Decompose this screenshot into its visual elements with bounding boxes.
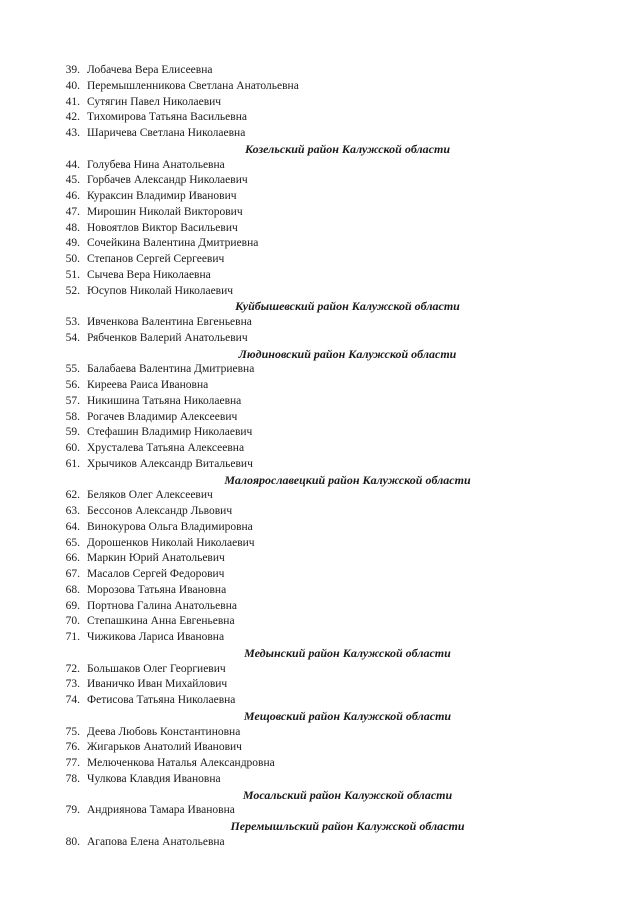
item-number: 39. xyxy=(65,64,80,76)
person-name: Тихомирова Татьяна Васильевна xyxy=(87,111,247,124)
list-item xyxy=(0,677,640,693)
list-item xyxy=(0,803,640,819)
person-name: Хрусталева Татьяна Алексеевна xyxy=(87,442,245,454)
list-item xyxy=(0,551,640,567)
list-item xyxy=(0,236,640,252)
item-number: 52. xyxy=(65,284,80,297)
item-number: 65. xyxy=(65,536,80,549)
person-name: Маркин Юрий Анатольевич xyxy=(87,552,225,565)
list-item xyxy=(0,394,640,410)
item-number: 68. xyxy=(65,583,80,596)
list-item xyxy=(0,110,640,126)
district-heading: Козельский район Калужской области xyxy=(244,141,451,156)
district-heading: Медынский район Калужской области xyxy=(244,645,451,660)
list-item xyxy=(0,268,640,284)
item-number: 77. xyxy=(65,757,80,769)
list-item xyxy=(0,425,640,441)
district-heading: Людиновский район Калужской области xyxy=(238,346,457,361)
person-name: Жигарьков Анатолий Иванович xyxy=(87,741,242,754)
person-name: Дорошенков Николай Николаевич xyxy=(87,536,255,549)
list-item xyxy=(0,221,640,237)
person-name: Андриянова Тамара Ивановна xyxy=(87,804,235,817)
person-name: Беляков Олег Алексеевич xyxy=(87,489,213,502)
list-item xyxy=(0,630,640,646)
person-name: Чижикова Лариса Ивановна xyxy=(87,631,225,643)
list-item xyxy=(0,95,640,111)
item-number: 44. xyxy=(65,158,80,171)
item-number: 48. xyxy=(65,221,80,234)
person-name: Стефашин Владимир Николаевич xyxy=(87,426,253,439)
item-number: 71. xyxy=(65,631,80,643)
item-number: 74. xyxy=(65,694,80,706)
item-number: 75. xyxy=(65,725,80,738)
item-number: 42. xyxy=(65,111,80,124)
district-heading: Перемышльский район Калужской области xyxy=(230,819,465,833)
item-number: 67. xyxy=(65,568,80,580)
person-name: Голубева Нина Анатольевна xyxy=(87,158,225,171)
person-name: Лобачева Вера Елисеевна xyxy=(87,64,213,76)
item-number: 72. xyxy=(65,662,80,675)
person-name: Сутягин Павел Николаевич xyxy=(87,95,222,108)
list-item xyxy=(0,315,640,331)
person-name: Горбачев Александр Николаевич xyxy=(87,174,248,187)
district-heading: Мещовский район Калужской области xyxy=(243,708,452,723)
list-item xyxy=(0,488,640,504)
person-name: Деева Любовь Константиновна xyxy=(87,725,241,738)
item-number: 59. xyxy=(65,426,80,439)
list-item xyxy=(0,205,640,221)
item-number: 51. xyxy=(65,268,80,281)
list-item xyxy=(0,173,640,189)
item-number: 40. xyxy=(65,79,80,92)
list-item xyxy=(0,520,640,536)
person-name: Киреева Раиса Ивановна xyxy=(87,379,209,391)
item-number: 58. xyxy=(65,410,80,423)
list-item xyxy=(0,725,640,741)
person-name: Бессонов Александр Львович xyxy=(87,505,233,517)
person-name: Иваничко Иван Михайлович xyxy=(87,678,228,691)
person-name: Перемышленникова Светлана Анатольевна xyxy=(87,79,299,92)
item-number: 47. xyxy=(65,205,80,218)
item-number: 43. xyxy=(65,127,80,139)
item-number: 41. xyxy=(65,95,80,108)
list-item xyxy=(0,599,640,615)
list-item xyxy=(0,252,640,268)
item-number: 55. xyxy=(65,363,80,376)
list-item xyxy=(0,378,640,394)
item-number: 64. xyxy=(65,520,80,533)
item-number: 49. xyxy=(65,237,80,250)
list-item xyxy=(0,772,640,788)
list-item xyxy=(0,740,640,756)
person-name: Шаричева Светлана Николаевна xyxy=(87,127,246,139)
list-item xyxy=(0,189,640,205)
person-name: Мирошин Николай Викторович xyxy=(87,205,243,218)
person-name: Юсупов Николай Николаевич xyxy=(87,284,234,297)
item-number: 62. xyxy=(65,489,80,502)
member-list xyxy=(0,63,640,851)
person-name: Хрычиков Александр Витальевич xyxy=(87,457,253,470)
item-number: 57. xyxy=(65,394,80,407)
person-name: Рябченков Валерий Анатольевич xyxy=(87,331,248,344)
list-item xyxy=(0,504,640,520)
person-name: Никишина Татьяна Николаевна xyxy=(87,394,242,407)
district-heading: Мосальский район Калужской области xyxy=(242,787,453,802)
person-name: Сычева Вера Николаевна xyxy=(87,268,211,281)
item-number: 69. xyxy=(65,599,80,612)
list-item xyxy=(0,567,640,583)
list-item xyxy=(0,835,640,851)
person-name: Степашкина Анна Евгеньевна xyxy=(87,615,235,628)
person-name: Морозова Татьяна Ивановна xyxy=(87,583,227,596)
item-number: 50. xyxy=(65,253,80,265)
item-number: 46. xyxy=(65,190,80,202)
list-item xyxy=(0,284,640,300)
person-name: Новоятлов Виктор Васильевич xyxy=(87,221,238,234)
list-item xyxy=(0,662,640,678)
person-name: Портнова Галина Анатольевна xyxy=(87,599,237,612)
person-name: Степанов Сергей Сергеевич xyxy=(87,253,225,265)
item-number: 66. xyxy=(65,552,80,565)
item-number: 78. xyxy=(65,772,80,785)
item-number: 79. xyxy=(65,804,80,817)
item-number: 80. xyxy=(65,835,80,848)
list-item xyxy=(0,63,640,79)
person-name: Кураксин Владимир Иванович xyxy=(87,190,237,202)
item-number: 63. xyxy=(65,505,80,517)
item-number: 60. xyxy=(65,442,80,454)
item-number: 73. xyxy=(65,678,80,691)
list-item xyxy=(0,362,640,378)
item-number: 54. xyxy=(65,331,80,344)
list-item xyxy=(0,457,640,473)
item-number: 70. xyxy=(65,615,80,628)
person-name: Винокурова Ольга Владимировна xyxy=(87,520,253,533)
district-heading: Малоярославецкий район Калужской области xyxy=(224,472,471,487)
person-name: Чулкова Клавдия Ивановна xyxy=(87,772,221,785)
list-item xyxy=(0,583,640,599)
list-item xyxy=(0,756,640,772)
item-number: 45. xyxy=(65,174,80,187)
list-item xyxy=(0,331,640,347)
person-name: Масалов Сергей Федорович xyxy=(87,568,225,580)
list-item xyxy=(0,158,640,174)
person-name: Фетисова Татьяна Николаевна xyxy=(87,694,236,706)
list-item xyxy=(0,410,640,426)
item-number: 53. xyxy=(65,316,80,328)
person-name: Большаков Олег Георгиевич xyxy=(87,662,226,675)
list-item xyxy=(0,126,640,142)
person-name: Мелюченкова Наталья Александровна xyxy=(87,757,275,769)
list-item xyxy=(0,614,640,630)
person-name: Агапова Елена Анатольевна xyxy=(87,835,225,848)
list-item xyxy=(0,536,640,552)
item-number: 61. xyxy=(65,457,80,470)
list-item xyxy=(0,79,640,95)
person-name: Сочейкина Валентина Дмитриевна xyxy=(87,237,259,250)
person-name: Рогачев Владимир Алексеевич xyxy=(87,410,238,423)
person-name: Ивченкова Валентина Евгеньевна xyxy=(87,316,252,328)
list-item xyxy=(0,693,640,709)
item-number: 76. xyxy=(65,741,80,754)
person-name: Балабаева Валентина Дмитриевна xyxy=(87,363,255,376)
item-number: 56. xyxy=(65,379,80,391)
district-heading: Куйбышевский район Калужской области xyxy=(235,299,460,314)
list-item xyxy=(0,441,640,457)
